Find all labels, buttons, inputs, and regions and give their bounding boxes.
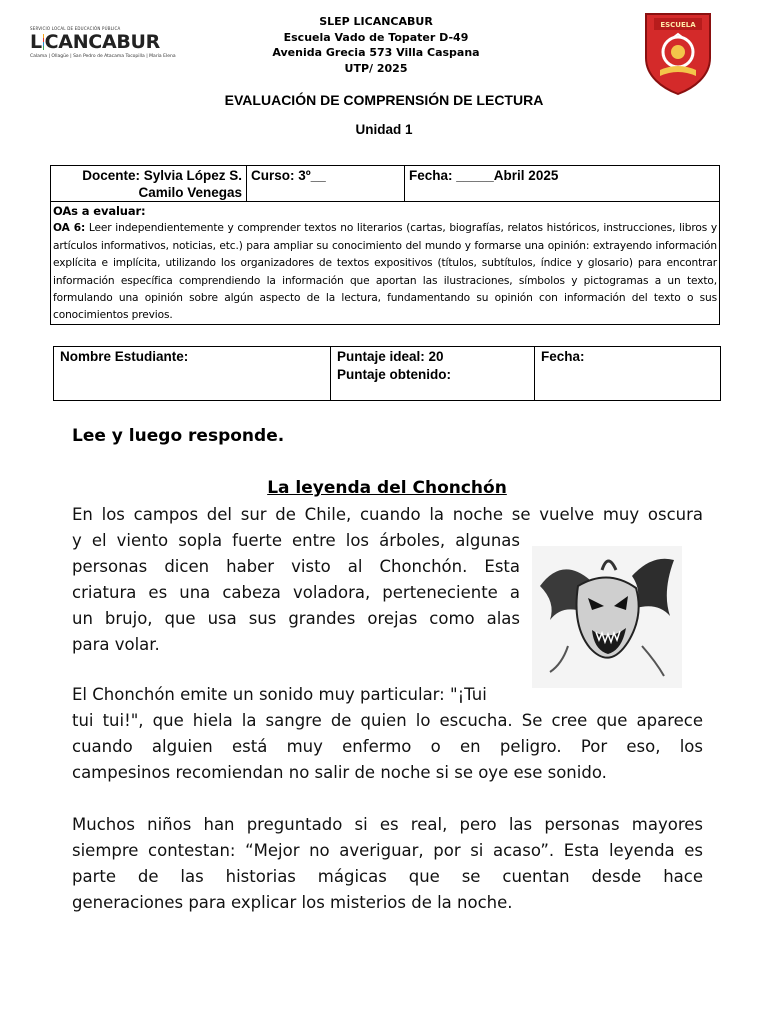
logo-letter-l: L — [30, 31, 43, 53]
paragraph-line: En los campos del sur de Chile, cuando la noche se vuelve muy oscura — [72, 505, 703, 524]
paragraph-line: Muchos niños han preguntado si es real, pero las personas mayores — [72, 815, 703, 834]
header-line-3: Avenida Grecia 573 Villa Caspana — [272, 46, 480, 59]
paragraph-line: un brujo, que usa sus grandes orejas como alas — [72, 609, 520, 628]
student-name-cell: Nombre Estudiante: — [54, 347, 331, 400]
student-date-cell: Fecha: — [541, 349, 585, 364]
oas-label: OAs a evaluar: — [53, 204, 146, 218]
fecha-cell: Fecha: _____Abril 2025 — [409, 168, 559, 183]
header-line-1: SLEP LICANCABUR — [319, 15, 433, 28]
logo-wordmark — [30, 32, 160, 52]
objectives-cell — [51, 203, 719, 325]
oa6-text: Leer independientemente y comprender textos no literarios (cartas, biografías, relatos históricos, instrucciones, libros y artículos informativos, noticias, etc.) para ampliar su conocimiento del mundo y formarse una opinión: extrayendo información explícita e implícita, utilizando los organizadores de textos expositivos (títulos, subtítulos, índice y glosario) para encontrar información específica comprendiendo la información que aportan las ilustraciones, símbolos y pictogramas a un texto, formulando una opinión sobre algún aspecto de la lectura, fundamentando su opinión con información del texto o sus conocimientos previos. — [53, 222, 717, 322]
story-paragraph-2 — [72, 682, 703, 786]
paragraph-line: para volar. — [72, 635, 160, 654]
slep-logo — [30, 26, 176, 68]
score-cell — [331, 347, 535, 400]
logo-top-text: SERVICIO LOCAL DE EDUCACIÓN PÚBLICA — [30, 26, 121, 31]
header-line-4: UTP/ 2025 — [344, 61, 408, 75]
paragraph-line: generaciones para explicar los misterios de la noche. — [72, 893, 513, 912]
oa6-description — [53, 220, 717, 324]
docente-cell — [51, 166, 247, 202]
docente-line-1: Docente: Sylvia López S. — [82, 168, 242, 183]
paragraph-line: personas dicen haber visto al Chonchón. Esta — [72, 557, 520, 576]
ideal-score: Puntaje ideal: 20 — [337, 349, 444, 364]
crest-label: ESCUELA — [660, 21, 696, 29]
curso-cell: Curso: 3º__ — [247, 166, 405, 202]
chonchon-illustration — [532, 546, 682, 688]
docente-line-2: Camilo Venegas — [138, 185, 242, 200]
logo-bottom-text: Calama | Ollagüe | San Pedro de Atacama Tocopilla | María Elena — [30, 54, 176, 59]
oa6-code: OA 6: — [53, 222, 86, 235]
info-table-header-row — [51, 166, 719, 202]
paragraph-line: cuando alguien está muy enfermo o en peligro. Por eso, los — [72, 737, 703, 756]
story-paragraph-3 — [72, 812, 703, 916]
info-table — [50, 165, 720, 325]
story-title: La leyenda del Chonchón — [267, 478, 507, 498]
school-crest-icon — [640, 10, 716, 96]
logo-color-bar — [43, 34, 44, 50]
header-line-2: Escuela Vado de Topater D-49 — [283, 30, 469, 44]
evaluation-title: EVALUACIÓN DE COMPRENSIÓN DE LECTURA — [224, 92, 544, 108]
paragraph-line: campesinos recomiendan no salir de noche si se oye ese sonido. — [72, 763, 607, 782]
obtained-score: Puntaje obtenido: — [337, 367, 451, 382]
paragraph-line: El Chonchón emite un sonido muy particular: "¡Tui — [72, 685, 487, 704]
paragraph-line: tui tui!", que hiela la sangre de quien lo escucha. Se cree que aparece — [72, 711, 703, 730]
student-table — [53, 346, 721, 401]
school-header — [230, 14, 522, 76]
reading-instruction: Lee y luego responde. — [72, 426, 285, 446]
paragraph-line: criatura es una cabeza voladora, perteneciente a — [72, 583, 520, 602]
unit-title: Unidad 1 — [355, 122, 413, 137]
paragraph-line: parte de las historias mágicas que se cuentan desde hace — [72, 867, 703, 886]
paragraph-line: siempre contestan: “Mejor no averiguar, por si acaso”. Esta leyenda es — [72, 841, 703, 860]
paragraph-line: y el viento sopla fuerte entre los árboles, algunas — [72, 531, 520, 550]
logo-word-rest: CANCABUR — [44, 31, 160, 53]
